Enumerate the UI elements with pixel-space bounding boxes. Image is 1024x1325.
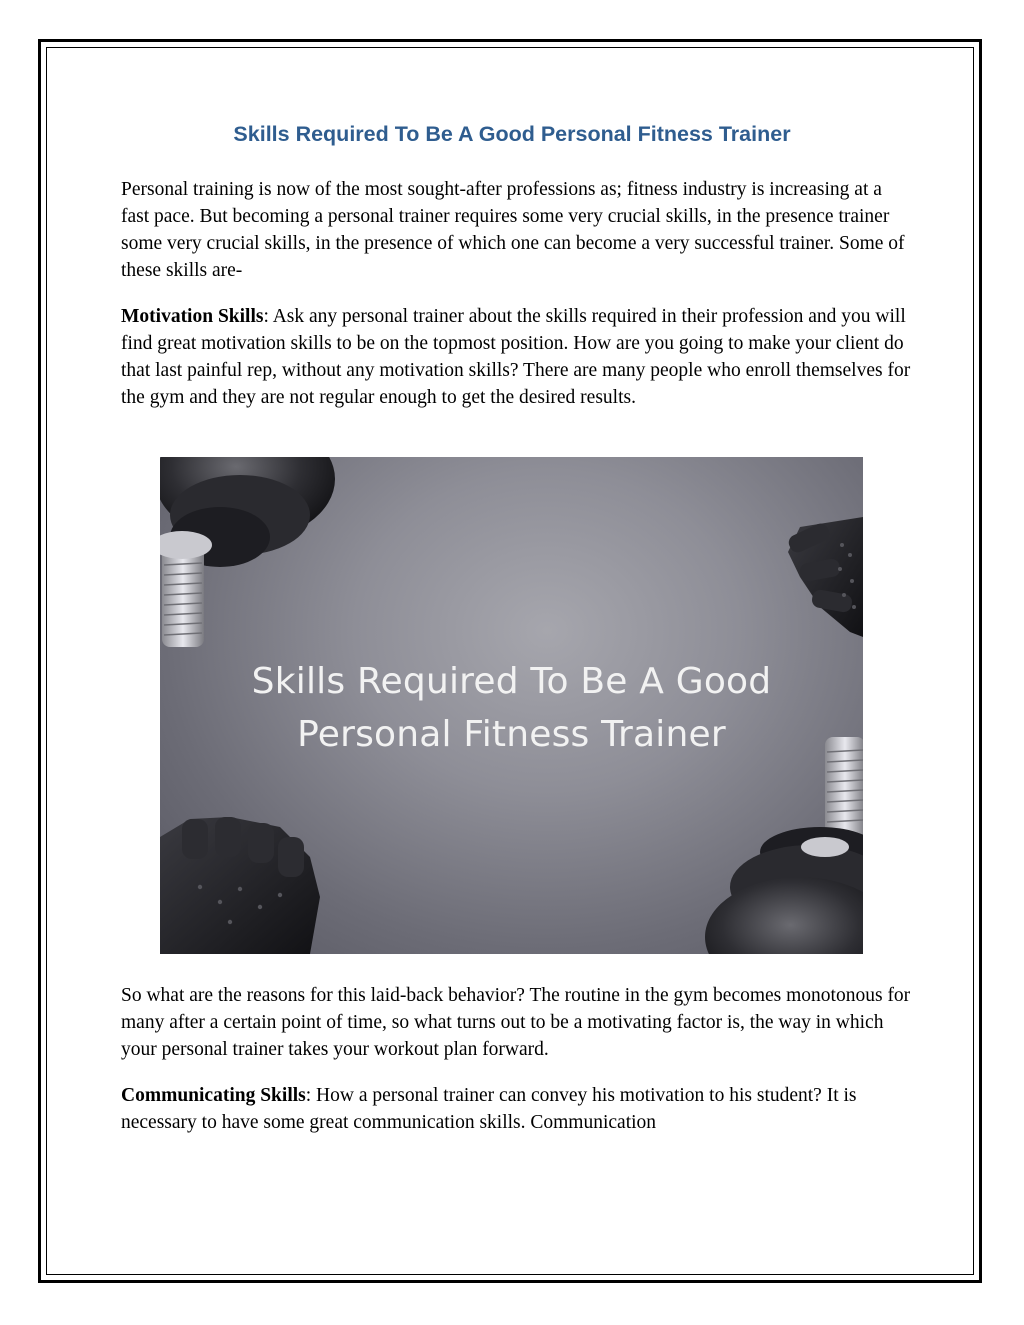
communicating-heading: Communicating Skills <box>121 1085 306 1106</box>
communicating-paragraph <box>121 1082 911 1136</box>
document-body-bottom <box>121 982 911 1155</box>
document-title: Skills Required To Be A Good Personal Fitness Trainer <box>233 122 791 146</box>
after-image-paragraph: So what are the reasons for this laid-back behavior? The routine in the gym becomes monotonous for many after a certain point of time, so what turns out to be a motivating factor is, the way in which your personal trainer takes your workout plan forward. <box>121 985 911 1060</box>
motivation-paragraph <box>121 303 911 411</box>
motivation-heading: Motivation Skills <box>121 306 264 327</box>
fitness-image <box>160 457 863 954</box>
glove-top-right <box>786 517 863 637</box>
communicating-text: : How a personal trainer can convey his motivation to his student? It is necessary to have some great communication skills. Communication <box>121 1085 857 1133</box>
motivation-text: : Ask any personal trainer about the skills required in their profession and you will find great motivation skills to be on the topmost position. How are you going to make your client do that last painful rep, without any motivation skills? There are many people who enroll themselves for the gym and they are not regular enough to get the desired results. <box>121 306 911 408</box>
image-caption <box>160 655 863 761</box>
dumbbell-bottom-right <box>705 737 863 954</box>
glove-bottom-left <box>160 817 320 954</box>
image-caption-line2: Personal Fitness Trainer <box>297 714 726 755</box>
image-caption-line1: Skills Required To Be A Good <box>251 661 772 702</box>
dumbbell-top-left <box>160 457 335 647</box>
document-body-top <box>121 176 911 430</box>
intro-paragraph: Personal training is now of the most sought-after professions as; fitness industry is increasing at a fast pace. But becoming a personal trainer requires some very crucial skills, in the presence trainer some very crucial skills, in the presence of which one can become a very successful trainer. Some of these skills are- <box>121 179 905 281</box>
